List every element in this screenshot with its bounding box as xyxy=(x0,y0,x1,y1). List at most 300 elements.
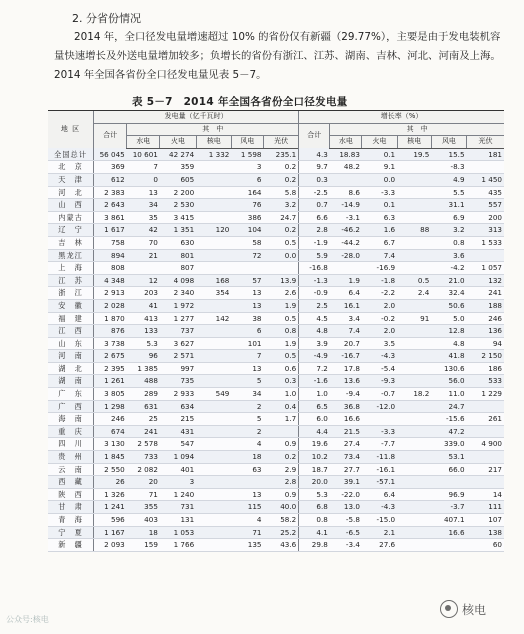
table-row xyxy=(48,337,504,350)
value-cell: 235.1 xyxy=(263,148,298,161)
value-cell: 41.8 xyxy=(431,350,466,363)
value-cell: 5.9 xyxy=(299,249,330,262)
value-cell: 58.2 xyxy=(263,514,298,527)
value-cell: 1.0 xyxy=(299,388,330,401)
value-cell: 111 xyxy=(467,501,504,514)
value-cell: 14 xyxy=(467,488,504,501)
value-cell: 1 167 xyxy=(94,526,127,539)
value-cell: 7.2 xyxy=(299,362,330,375)
value-cell: 549 xyxy=(196,388,231,401)
value-cell: -15.0 xyxy=(362,514,397,527)
value-cell: 0.2 xyxy=(263,451,298,464)
value-cell: 131 xyxy=(160,514,196,527)
value-cell: 39.1 xyxy=(330,476,362,489)
value-cell: 241 xyxy=(467,287,504,300)
value-cell: 997 xyxy=(160,362,196,375)
value-cell: 27.6 xyxy=(362,539,397,552)
region-cell: 宁 夏 xyxy=(48,526,94,539)
header-total: 合计 xyxy=(94,123,127,148)
value-cell: 71 xyxy=(231,526,263,539)
value-cell xyxy=(397,337,431,350)
value-cell: 0.9 xyxy=(263,488,298,501)
value-cell xyxy=(397,262,431,275)
value-cell: 50.6 xyxy=(431,299,466,312)
value-cell: 186 xyxy=(467,362,504,375)
value-cell: 6.3 xyxy=(362,211,397,224)
value-cell: 2 933 xyxy=(160,388,196,401)
region-cell: 甘 肃 xyxy=(48,501,94,514)
value-cell: 2.0 xyxy=(362,325,397,338)
table-body xyxy=(48,148,504,551)
region-cell: 广 西 xyxy=(48,400,94,413)
value-cell xyxy=(467,161,504,174)
value-cell: 6.4 xyxy=(330,287,362,300)
value-cell xyxy=(196,186,231,199)
value-cell: 21.0 xyxy=(431,274,466,287)
watermark-right-label: 核电 xyxy=(462,602,487,617)
value-cell xyxy=(263,425,298,438)
value-cell: 25 xyxy=(127,413,160,426)
value-cell: 631 xyxy=(127,400,160,413)
value-cell: 6.6 xyxy=(299,211,330,224)
value-cell: 72 xyxy=(231,249,263,262)
value-cell xyxy=(231,476,263,489)
value-cell: -12.0 xyxy=(362,400,397,413)
region-cell: 山 东 xyxy=(48,337,94,350)
header-solar: 光伏 xyxy=(263,136,298,149)
value-cell: 596 xyxy=(94,514,127,527)
value-cell: -3.7 xyxy=(431,501,466,514)
value-cell: 200 xyxy=(467,211,504,224)
value-cell: -14.9 xyxy=(330,199,362,212)
value-cell: 76 xyxy=(231,199,263,212)
value-cell: 0 xyxy=(127,173,160,186)
value-cell: 0.5 xyxy=(263,236,298,249)
region-cell: 安 徽 xyxy=(48,299,94,312)
value-cell: 0.6 xyxy=(263,362,298,375)
value-cell: 0.7 xyxy=(299,199,330,212)
value-cell: 94 xyxy=(467,337,504,350)
value-cell: 0.3 xyxy=(263,375,298,388)
watermark-left: 公众号:核电 xyxy=(6,615,49,624)
value-cell: 188 xyxy=(467,299,504,312)
table-row xyxy=(48,325,504,338)
value-cell: 41 xyxy=(127,299,160,312)
value-cell xyxy=(397,488,431,501)
value-cell: 217 xyxy=(467,463,504,476)
value-cell: -0.9 xyxy=(299,287,330,300)
value-cell: 7 xyxy=(231,350,263,363)
value-cell: 241 xyxy=(127,425,160,438)
value-cell: 138 xyxy=(467,526,504,539)
value-cell xyxy=(196,463,231,476)
table-row xyxy=(48,425,504,438)
value-cell xyxy=(196,161,231,174)
value-cell xyxy=(397,526,431,539)
value-cell xyxy=(196,413,231,426)
value-cell: 13 xyxy=(231,287,263,300)
value-cell: 5.3 xyxy=(299,488,330,501)
table-row xyxy=(48,299,504,312)
value-cell: 21.5 xyxy=(330,425,362,438)
value-cell: 1 450 xyxy=(467,173,504,186)
value-cell xyxy=(196,514,231,527)
value-cell xyxy=(467,476,504,489)
value-cell: -5.4 xyxy=(362,362,397,375)
value-cell: 431 xyxy=(160,425,196,438)
value-cell: 20.0 xyxy=(299,476,330,489)
value-cell: 71 xyxy=(127,488,160,501)
header-of-which: 其 中 xyxy=(127,123,299,136)
value-cell: -1.8 xyxy=(362,274,397,287)
value-cell: 18.2 xyxy=(397,388,431,401)
region-cell: 湖 南 xyxy=(48,375,94,388)
value-cell: 733 xyxy=(127,451,160,464)
value-cell xyxy=(397,514,431,527)
header-nuclear: 核电 xyxy=(196,136,231,149)
value-cell: 3 415 xyxy=(160,211,196,224)
value-cell xyxy=(196,400,231,413)
value-cell: 2.9 xyxy=(263,463,298,476)
value-cell xyxy=(467,249,504,262)
value-cell: 107 xyxy=(467,514,504,527)
value-cell: 3 xyxy=(231,161,263,174)
value-cell: 737 xyxy=(160,325,196,338)
value-cell: 5.8 xyxy=(263,186,298,199)
value-cell: 557 xyxy=(467,199,504,212)
value-cell: 3.2 xyxy=(263,199,298,212)
value-cell xyxy=(196,476,231,489)
table-row xyxy=(48,514,504,527)
value-cell: 0.5 xyxy=(397,274,431,287)
value-cell: 56.0 xyxy=(431,375,466,388)
value-cell: 355 xyxy=(127,501,160,514)
region-cell: 天 津 xyxy=(48,173,94,186)
value-cell: 5 xyxy=(231,413,263,426)
value-cell: 29.8 xyxy=(299,539,330,552)
value-cell: 0.3 xyxy=(299,173,330,186)
value-cell: 3 738 xyxy=(94,337,127,350)
value-cell: 0.4 xyxy=(263,400,298,413)
value-cell: -44.2 xyxy=(330,236,362,249)
value-cell: 6.4 xyxy=(362,488,397,501)
value-cell: 104 xyxy=(231,224,263,237)
region-cell: 陕 西 xyxy=(48,488,94,501)
value-cell xyxy=(196,488,231,501)
region-cell: 西 藏 xyxy=(48,476,94,489)
value-cell: 2 xyxy=(231,400,263,413)
value-cell: -2.2 xyxy=(362,287,397,300)
value-cell: 32.4 xyxy=(431,287,466,300)
value-cell: 634 xyxy=(160,400,196,413)
value-cell: 630 xyxy=(160,236,196,249)
region-cell: 云 南 xyxy=(48,463,94,476)
value-cell: 3 xyxy=(160,476,196,489)
value-cell: 2 913 xyxy=(94,287,127,300)
value-cell: 18.7 xyxy=(299,463,330,476)
value-cell: 12 xyxy=(127,274,160,287)
value-cell: -4.3 xyxy=(362,501,397,514)
value-cell: 758 xyxy=(94,236,127,249)
value-cell: 73.4 xyxy=(330,451,362,464)
value-cell: 403 xyxy=(127,514,160,527)
value-cell xyxy=(397,362,431,375)
value-cell: 10 601 xyxy=(127,148,160,161)
value-cell xyxy=(231,262,263,275)
value-cell: 386 xyxy=(231,211,263,224)
value-cell xyxy=(196,438,231,451)
value-cell: 2.5 xyxy=(299,299,330,312)
value-cell xyxy=(397,476,431,489)
value-cell: 313 xyxy=(467,224,504,237)
value-cell: 246 xyxy=(467,312,504,325)
value-cell: 1 057 xyxy=(467,262,504,275)
value-cell: 1 385 xyxy=(127,362,160,375)
value-cell: 4 098 xyxy=(160,274,196,287)
value-cell: 13 xyxy=(231,488,263,501)
header-row-1 xyxy=(48,111,504,124)
value-cell: 1 533 xyxy=(467,236,504,249)
value-cell: 3 861 xyxy=(94,211,127,224)
region-cell: 重 庆 xyxy=(48,425,94,438)
value-cell: 0.2 xyxy=(263,224,298,237)
value-cell xyxy=(196,173,231,186)
value-cell: 1 598 xyxy=(231,148,263,161)
value-cell: -1.6 xyxy=(299,375,330,388)
value-cell: 2 xyxy=(231,425,263,438)
value-cell: 1 972 xyxy=(160,299,196,312)
value-cell: 27.7 xyxy=(330,463,362,476)
value-cell: -7.7 xyxy=(362,438,397,451)
value-cell: -1.9 xyxy=(299,236,330,249)
value-cell: 70 xyxy=(127,236,160,249)
value-cell: 20 xyxy=(127,476,160,489)
value-cell: 735 xyxy=(160,375,196,388)
table-row xyxy=(48,173,504,186)
value-cell: 1 053 xyxy=(160,526,196,539)
value-cell: 24.7 xyxy=(263,211,298,224)
value-cell: -3.3 xyxy=(362,425,397,438)
value-cell: 96.9 xyxy=(431,488,466,501)
value-cell: -3.3 xyxy=(362,186,397,199)
value-cell xyxy=(397,211,431,224)
value-cell xyxy=(196,249,231,262)
table-row xyxy=(48,488,504,501)
table-row xyxy=(48,362,504,375)
value-cell: 4.4 xyxy=(299,425,330,438)
value-cell: 19.5 xyxy=(397,148,431,161)
value-cell: -28.0 xyxy=(330,249,362,262)
value-cell: 0.2 xyxy=(263,173,298,186)
value-cell: 4.1 xyxy=(299,526,330,539)
value-cell: 5.3 xyxy=(127,337,160,350)
value-cell xyxy=(362,413,397,426)
value-cell: 115 xyxy=(231,501,263,514)
value-cell: 359 xyxy=(160,161,196,174)
header-growth: 增长率（%） xyxy=(299,111,504,124)
value-cell: -0.2 xyxy=(362,312,397,325)
value-cell: 2 675 xyxy=(94,350,127,363)
value-cell xyxy=(196,375,231,388)
value-cell: 4 xyxy=(231,438,263,451)
value-cell: 2.4 xyxy=(397,287,431,300)
value-cell: 38 xyxy=(231,312,263,325)
table-row xyxy=(48,501,504,514)
header-thermal-growth: 火电 xyxy=(362,136,397,149)
region-cell: 福 建 xyxy=(48,312,94,325)
region-cell: 内蒙古 xyxy=(48,211,94,224)
region-cell: 海 南 xyxy=(48,413,94,426)
value-cell xyxy=(196,539,231,552)
value-cell: 9.7 xyxy=(299,161,330,174)
value-cell xyxy=(397,438,431,451)
value-cell: 120 xyxy=(196,224,231,237)
value-cell: -15.6 xyxy=(431,413,466,426)
table-row xyxy=(48,400,504,413)
value-cell: 181 xyxy=(467,148,504,161)
value-cell: -46.2 xyxy=(330,224,362,237)
section-heading: 2. 分省份情况 xyxy=(72,12,141,25)
value-cell: 9.1 xyxy=(362,161,397,174)
value-cell: 13 xyxy=(127,186,160,199)
wechat-account-icon xyxy=(440,600,458,618)
value-cell: 2 550 xyxy=(94,463,127,476)
value-cell: 5.0 xyxy=(431,312,466,325)
value-cell: 26 xyxy=(94,476,127,489)
value-cell: 5.5 xyxy=(431,186,466,199)
value-cell: 8.6 xyxy=(330,186,362,199)
value-cell: 15.5 xyxy=(431,148,466,161)
value-cell: -4.2 xyxy=(431,262,466,275)
value-cell: 18.83 xyxy=(330,148,362,161)
table-row xyxy=(48,312,504,325)
value-cell: 20.7 xyxy=(330,337,362,350)
value-cell xyxy=(397,161,431,174)
value-cell: 142 xyxy=(196,312,231,325)
region-cell: 广 东 xyxy=(48,388,94,401)
value-cell: 0.8 xyxy=(299,514,330,527)
value-cell: 16.6 xyxy=(330,413,362,426)
value-cell: 488 xyxy=(127,375,160,388)
value-cell: 894 xyxy=(94,249,127,262)
value-cell: 1 277 xyxy=(160,312,196,325)
body-paragraph: 2014 年，全口径发电量增速超过 10% 的省份仅有新疆（29.77%），主要是由于发电装机容量快速增长及外送电量增加较多；负增长的省份有浙江、江苏、湖南、吉林、河北、河南及上海。2014 年全国各省份全口径发电量见表 5－7。 xyxy=(54,31,501,81)
value-cell: 3.2 xyxy=(431,224,466,237)
value-cell: 13 xyxy=(231,299,263,312)
value-cell xyxy=(196,526,231,539)
value-cell xyxy=(397,186,431,199)
value-cell: 2 028 xyxy=(94,299,127,312)
value-cell: 6.7 xyxy=(362,236,397,249)
value-cell: 1 298 xyxy=(94,400,127,413)
value-cell: 1 351 xyxy=(160,224,196,237)
value-cell: 25.2 xyxy=(263,526,298,539)
value-cell: 533 xyxy=(467,375,504,388)
value-cell xyxy=(196,362,231,375)
value-cell: 2 578 xyxy=(127,438,160,451)
value-cell: 547 xyxy=(160,438,196,451)
value-cell xyxy=(397,463,431,476)
value-cell xyxy=(196,451,231,464)
value-cell: 34 xyxy=(127,199,160,212)
value-cell: 605 xyxy=(160,173,196,186)
value-cell: 435 xyxy=(467,186,504,199)
value-cell: 2.8 xyxy=(263,476,298,489)
value-cell: 6.9 xyxy=(431,211,466,224)
value-cell: 0.1 xyxy=(362,199,397,212)
value-cell: 13.6 xyxy=(330,375,362,388)
table-row xyxy=(48,526,504,539)
value-cell: 0.5 xyxy=(263,312,298,325)
value-cell: 13.0 xyxy=(330,501,362,514)
region-cell: 辽 宁 xyxy=(48,224,94,237)
value-cell: 47.2 xyxy=(431,425,466,438)
value-cell: 34 xyxy=(231,388,263,401)
header-hydro: 水电 xyxy=(127,136,160,149)
header-nuclear-growth: 核电 xyxy=(397,136,431,149)
value-cell: 0.1 xyxy=(362,148,397,161)
value-cell: 13.9 xyxy=(263,274,298,287)
value-cell: 3 805 xyxy=(94,388,127,401)
value-cell: 66.0 xyxy=(431,463,466,476)
value-cell: 407.1 xyxy=(431,514,466,527)
value-cell: 0.9 xyxy=(263,438,298,451)
value-cell: -0.7 xyxy=(362,388,397,401)
value-cell: 3.6 xyxy=(431,249,466,262)
value-cell xyxy=(397,375,431,388)
value-cell xyxy=(196,325,231,338)
value-cell xyxy=(196,337,231,350)
value-cell: 808 xyxy=(94,262,127,275)
value-cell xyxy=(196,350,231,363)
header-of-which-growth: 其 中 xyxy=(330,123,504,136)
value-cell: 261 xyxy=(467,413,504,426)
table-row xyxy=(48,236,504,249)
value-cell: 0.0 xyxy=(362,173,397,186)
value-cell xyxy=(196,299,231,312)
value-cell: 132 xyxy=(467,274,504,287)
value-cell xyxy=(196,211,231,224)
value-cell: -6.5 xyxy=(330,526,362,539)
value-cell: 4 900 xyxy=(467,438,504,451)
value-cell: 2 093 xyxy=(94,539,127,552)
value-cell: 35 xyxy=(127,211,160,224)
table-row xyxy=(48,224,504,237)
value-cell xyxy=(467,400,504,413)
region-cell: 湖 北 xyxy=(48,362,94,375)
value-cell: 4 xyxy=(231,514,263,527)
value-cell: 4.3 xyxy=(299,148,330,161)
value-cell: 4.8 xyxy=(431,337,466,350)
value-cell: 2 571 xyxy=(160,350,196,363)
value-cell: 369 xyxy=(94,161,127,174)
table-row xyxy=(48,438,504,451)
table-row xyxy=(48,148,504,161)
value-cell: 3 130 xyxy=(94,438,127,451)
value-cell: 1 094 xyxy=(160,451,196,464)
header-solar-growth: 光伏 xyxy=(467,136,504,149)
value-cell: -9.4 xyxy=(330,388,362,401)
value-cell: 27.4 xyxy=(330,438,362,451)
value-cell: 3.4 xyxy=(330,312,362,325)
value-cell: 4.8 xyxy=(299,325,330,338)
table-row xyxy=(48,186,504,199)
value-cell: 21 xyxy=(127,249,160,262)
value-cell: 2 395 xyxy=(94,362,127,375)
value-cell: 0.0 xyxy=(263,249,298,262)
value-cell: -8.3 xyxy=(431,161,466,174)
value-cell xyxy=(397,236,431,249)
